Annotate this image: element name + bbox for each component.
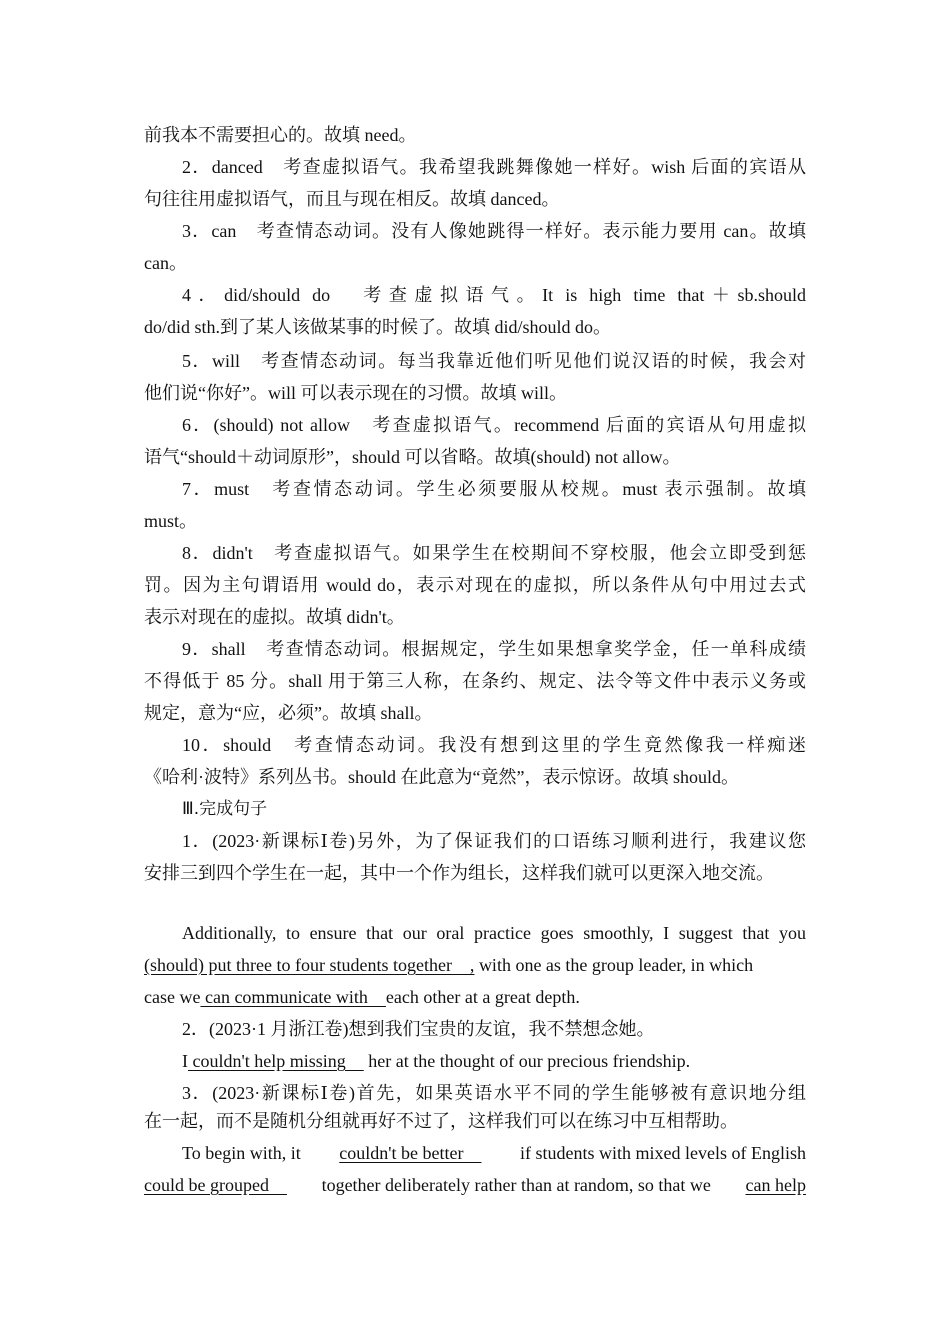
text-line: 表示对现在的虚拟。故填 didn't。 bbox=[144, 607, 405, 627]
answer-2-line: 2．danced 考查虚拟语气。我希望我跳舞像她一样好。wish 后面的宾语从 bbox=[182, 157, 806, 177]
question-1-chinese-line: 安排三到四个学生在一起，其中一个作为组长，这样我们就可以更深入地交流。 bbox=[144, 863, 774, 883]
section-heading: Ⅲ.完成句子 bbox=[182, 799, 268, 819]
answer-10-line: 10．should 考查情态动词。我没有想到这里的学生竟然像我一样痴迷 bbox=[182, 735, 806, 755]
sentence-text: I bbox=[182, 1051, 188, 1071]
text-line: 《哈利·波特》系列丛书。should 在此意为“竟然”，表示惊讶。故填 should。 bbox=[144, 767, 739, 787]
sentence-text: her at the thought of our precious friendship. bbox=[363, 1051, 691, 1071]
question-1-english-line bbox=[144, 954, 806, 976]
question-1-english-line: Additionally, to ensure that our oral practice goes smoothly, I suggest that you bbox=[182, 923, 806, 943]
sentence-text: together deliberately rather than at random, so that we bbox=[321, 1175, 711, 1195]
text-line: 罚。因为主句谓语用 would do，表示对现在的虚拟，所以条件从句中用过去式 bbox=[144, 575, 806, 595]
text-line: 不得低于 85 分。shall 用于第三人称，在条约、规定、法令等文件中表示义务或 bbox=[144, 671, 806, 691]
text-line: do/did sth.到了某人该做某事的时候了。故填 did/should do。 bbox=[144, 317, 612, 337]
question-3-chinese-line: 在一起，而不是随机分组就再好不过了，这样我们可以在练习中互相帮助。 bbox=[144, 1111, 738, 1131]
answer-blank: (should) put three to four students together , bbox=[144, 955, 475, 975]
text-line: 规定，意为“应，必须”。故填 shall。 bbox=[144, 703, 433, 723]
sentence-text: case we bbox=[144, 987, 201, 1007]
answer-4-line: 4．did/should do 考查虚拟语气。It is high time that＋sb.should bbox=[182, 285, 806, 305]
sentence-text: each other at a great depth. bbox=[385, 987, 580, 1007]
text-line: 语气“should＋动词原形”，should 可以省略。故填(should) not allow。 bbox=[144, 447, 681, 467]
question-1-chinese-line: 1．(2023·新课标Ⅰ卷)另外，为了保证我们的口语练习顺利进行，我建议您 bbox=[182, 831, 806, 851]
sentence-text: To begin with, it bbox=[182, 1143, 301, 1163]
answer-5-line: 5．will 考查情态动词。每当我靠近他们听见他们说汉语的时候，我会对 bbox=[182, 351, 806, 371]
question-3-english-line bbox=[144, 1174, 806, 1196]
answer-blank: can communicate with bbox=[200, 987, 386, 1007]
text-line: 他们说“你好”。will 可以表示现在的习惯。故填 will。 bbox=[144, 383, 567, 403]
sentence-text: if students with mixed levels of English bbox=[520, 1143, 806, 1163]
text-line: 前我本不需要担心的。故填 need。 bbox=[144, 125, 417, 145]
question-2-english-line bbox=[182, 1050, 806, 1072]
answer-blank: couldn't help missing bbox=[188, 1051, 364, 1071]
answer-9-line: 9．shall 考查情态动词。根据规定，学生如果想拿奖学金，任一单科成绩 bbox=[182, 639, 806, 659]
sentence-text: with one as the group leader, in which bbox=[474, 955, 754, 975]
answer-7-line: 7．must 考查情态动词。学生必须要服从校规。must 表示强制。故填 bbox=[182, 479, 806, 499]
answer-6-line: 6．(should) not allow 考查虚拟语气。recommend 后面的宾语从句用虚拟 bbox=[182, 415, 806, 435]
answer-blank: can help bbox=[745, 1175, 806, 1195]
answer-blank: couldn't be better bbox=[339, 1143, 482, 1163]
text-line: 句往往用虚拟语气，而且与现在相反。故填 danced。 bbox=[144, 189, 560, 209]
text-line: must。 bbox=[144, 511, 198, 531]
question-1-english-line bbox=[144, 986, 806, 1008]
question-2-chinese-line: 2．(2023·1 月浙江卷)想到我们宝贵的友谊，我不禁想念她。 bbox=[182, 1019, 655, 1039]
answer-8-line: 8．didn't 考查虚拟语气。如果学生在校期间不穿校服，他会立即受到惩 bbox=[182, 543, 806, 563]
question-3-chinese-line: 3．(2023·新课标Ⅰ卷)首先，如果英语水平不同的学生能够被有意识地分组 bbox=[182, 1083, 806, 1103]
answer-blank: could be grouped bbox=[144, 1175, 287, 1195]
text-line: can。 bbox=[144, 253, 187, 273]
question-3-english-line bbox=[182, 1142, 806, 1164]
answer-3-line: 3．can 考查情态动词。没有人像她跳得一样好。表示能力要用 can。故填 bbox=[182, 221, 806, 241]
